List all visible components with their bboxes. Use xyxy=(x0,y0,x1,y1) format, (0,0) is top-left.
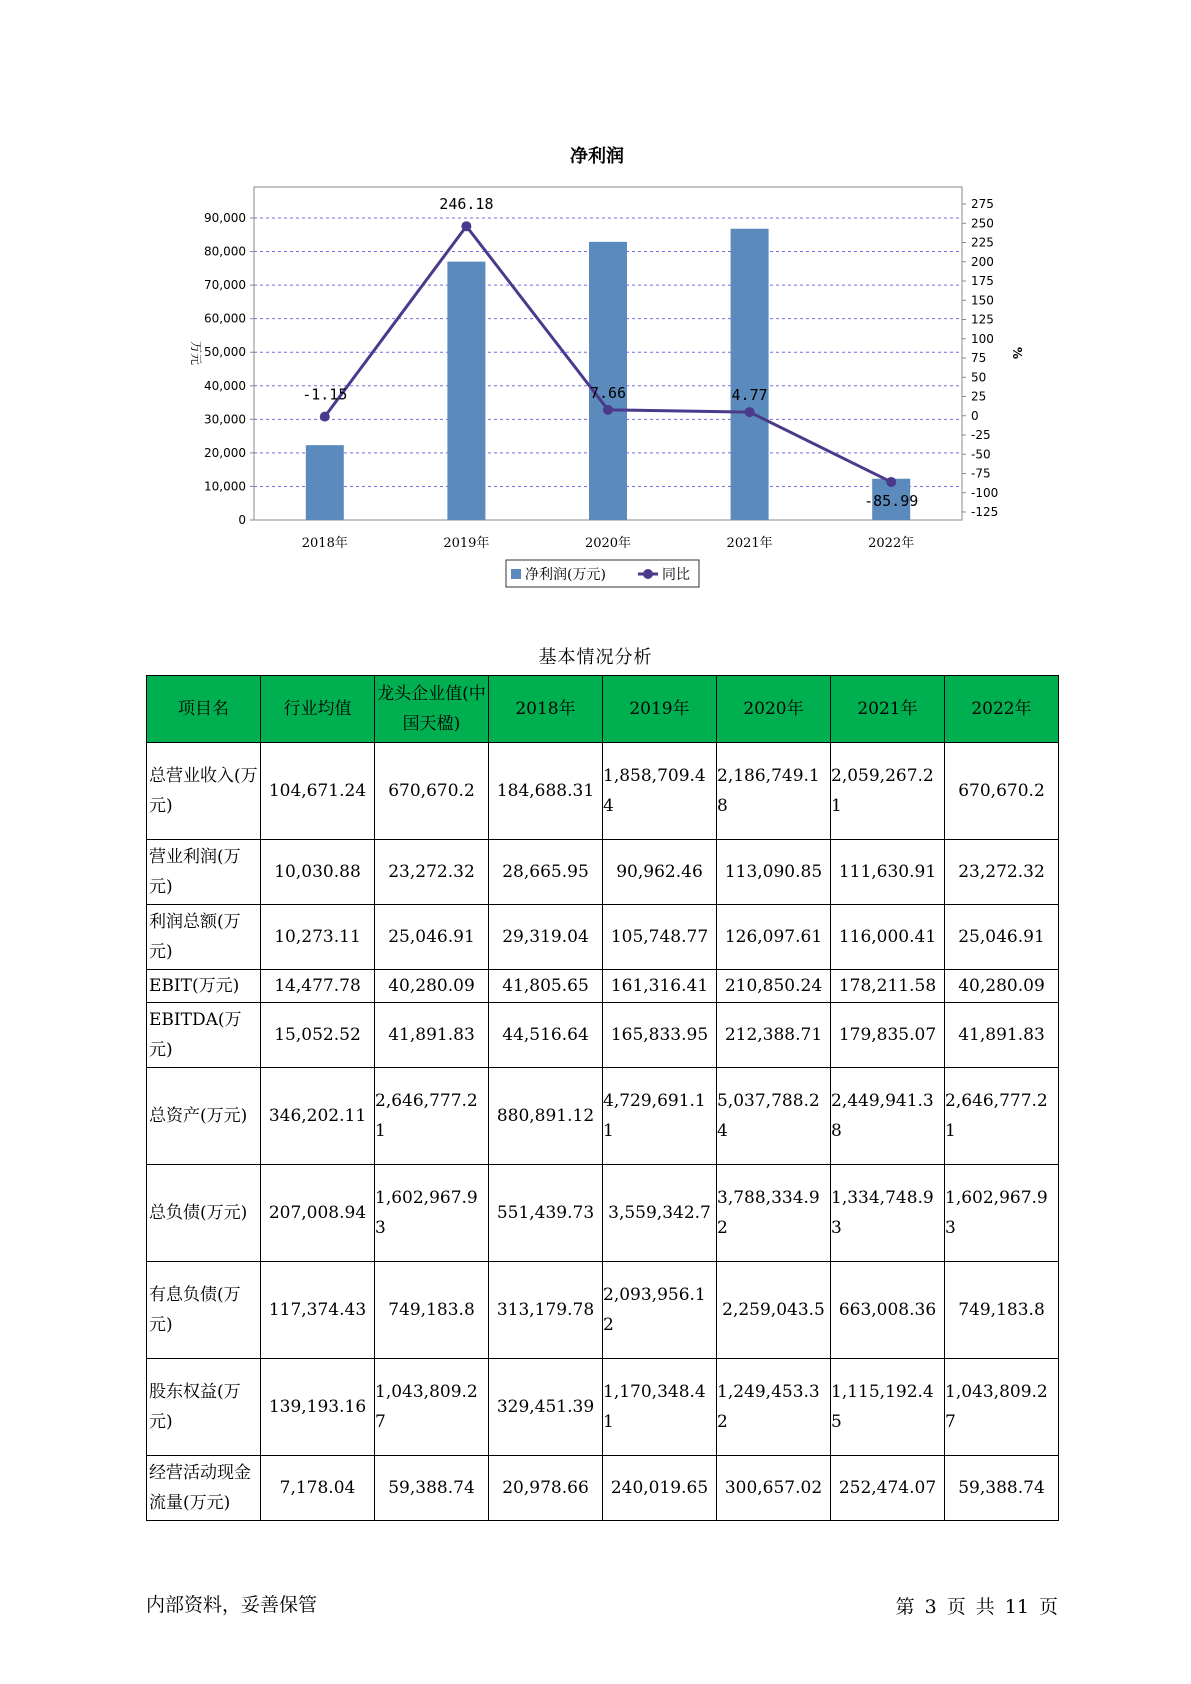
table-cell: 179,835.07 xyxy=(831,1003,945,1068)
table-row xyxy=(147,905,1059,970)
table-cell: 105,748.77 xyxy=(603,905,717,970)
yoy-data-label: 4.77 xyxy=(731,386,768,405)
table-cell: 2,449,941.38 xyxy=(831,1068,945,1165)
table-cell: 28,665.95 xyxy=(489,840,603,905)
table-cell: 5,037,788.24 xyxy=(717,1068,831,1165)
table-row xyxy=(147,1262,1059,1359)
table-cell: 59,388.74 xyxy=(945,1456,1059,1521)
table-cell: 1,334,748.93 xyxy=(831,1165,945,1262)
table-cell: 139,193.16 xyxy=(261,1359,375,1456)
table-cell: 41,891.83 xyxy=(375,1003,489,1068)
table-header-row xyxy=(147,676,1059,743)
row-label: 有息负债(万元) xyxy=(147,1262,261,1359)
table-cell: 165,833.95 xyxy=(603,1003,717,1068)
confidential-note: 内部资料，妥善保管 xyxy=(146,1594,318,1616)
y-tick-label-left: 80,000 xyxy=(204,244,246,259)
x-tick-label: 2021年 xyxy=(726,536,773,551)
table-cell: 44,516.64 xyxy=(489,1003,603,1068)
y-tick-label-left: 10,000 xyxy=(204,479,246,494)
table-cell: 23,272.32 xyxy=(375,840,489,905)
table-cell: 29,319.04 xyxy=(489,905,603,970)
table-cell: 3,788,334.92 xyxy=(717,1165,831,1262)
table-cell: 551,439.73 xyxy=(489,1165,603,1262)
table-caption: 基本情况分析 xyxy=(538,647,653,668)
y-tick-label-left: 70,000 xyxy=(204,278,246,293)
table-cell: 178,211.58 xyxy=(831,970,945,1003)
x-tick-label: 2018年 xyxy=(301,536,348,551)
table-cell: 210,850.24 xyxy=(717,970,831,1003)
y-tick-label-right: 125 xyxy=(971,312,994,327)
y-tick-label-right: 200 xyxy=(971,254,994,269)
y-tick-label-right: 250 xyxy=(971,216,994,231)
header-cell: 项目名 xyxy=(147,676,261,743)
table-cell: 880,891.12 xyxy=(489,1068,603,1165)
table-cell: 59,388.74 xyxy=(375,1456,489,1521)
table-cell: 1,043,809.27 xyxy=(945,1359,1059,1456)
yoy-point xyxy=(461,221,471,231)
y-tick-label-right: 275 xyxy=(971,197,994,211)
y-tick-label-left: 60,000 xyxy=(204,311,246,326)
table-row xyxy=(147,840,1059,905)
table-cell: 212,388.71 xyxy=(717,1003,831,1068)
table-cell: 161,316.41 xyxy=(603,970,717,1003)
y-tick-label-right: -50 xyxy=(971,447,991,462)
table-cell: 1,043,809.27 xyxy=(375,1359,489,1456)
yoy-point xyxy=(603,405,613,415)
table-cell: 90,962.46 xyxy=(603,840,717,905)
table-cell: 3,559,342.7 xyxy=(603,1165,717,1262)
table-cell: 2,646,777.21 xyxy=(375,1068,489,1165)
header-cell: 龙头企业值(中国天楹) xyxy=(375,676,489,743)
table-cell: 4,729,691.11 xyxy=(603,1068,717,1165)
table-cell: 2,259,043.5 xyxy=(717,1262,831,1359)
table-row xyxy=(147,743,1059,840)
table-cell: 41,805.65 xyxy=(489,970,603,1003)
row-label: 总营业收入(万元) xyxy=(147,743,261,840)
table-cell: 40,280.09 xyxy=(375,970,489,1003)
table-cell: 117,374.43 xyxy=(261,1262,375,1359)
table-cell: 1,602,967.93 xyxy=(375,1165,489,1262)
y-tick-label-left: 0 xyxy=(238,513,246,527)
yoy-point xyxy=(886,477,896,487)
header-cell: 2020年 xyxy=(717,676,831,743)
bar xyxy=(447,262,485,520)
table-row xyxy=(147,970,1059,1003)
chart-title: 净利润 xyxy=(570,146,624,167)
table-cell: 670,670.2 xyxy=(375,743,489,840)
table-cell: 1,858,709.44 xyxy=(603,743,717,840)
table-cell: 23,272.32 xyxy=(945,840,1059,905)
table-cell: 663,008.36 xyxy=(831,1262,945,1359)
table-row xyxy=(147,1165,1059,1262)
yoy-data-label: 246.18 xyxy=(439,195,494,214)
legend-swatch-bar xyxy=(511,569,521,579)
table-cell: 346,202.11 xyxy=(261,1068,375,1165)
table-cell: 2,059,267.21 xyxy=(831,743,945,840)
row-label: 利润总额(万元) xyxy=(147,905,261,970)
table-cell: 14,477.78 xyxy=(261,970,375,1003)
row-label: 营业利润(万元) xyxy=(147,840,261,905)
y-tick-label-left: 90,000 xyxy=(204,211,246,225)
table-cell: 15,052.52 xyxy=(261,1003,375,1068)
row-label: EBITDA(万元) xyxy=(147,1003,261,1068)
row-label: 总资产(万元) xyxy=(147,1068,261,1165)
y-tick-label-right: 100 xyxy=(971,331,994,346)
table-cell: 116,000.41 xyxy=(831,905,945,970)
table-cell: 252,474.07 xyxy=(831,1456,945,1521)
x-tick-label: 2022年 xyxy=(868,536,915,551)
row-label: 经营活动现金流量(万元) xyxy=(147,1456,261,1521)
table-cell: 300,657.02 xyxy=(717,1456,831,1521)
row-label: 股东权益(万元) xyxy=(147,1359,261,1456)
legend-label-line: 同比 xyxy=(662,567,690,583)
table-cell: 40,280.09 xyxy=(945,970,1059,1003)
legend-swatch-point xyxy=(643,569,653,579)
table-cell: 25,046.91 xyxy=(375,905,489,970)
header-cell: 2019年 xyxy=(603,676,717,743)
y-tick-label-left: 20,000 xyxy=(204,445,246,460)
x-tick-label: 2020年 xyxy=(584,536,632,551)
table-cell: 313,179.78 xyxy=(489,1262,603,1359)
header-cell: 2022年 xyxy=(945,676,1059,743)
table-cell: 1,602,967.93 xyxy=(945,1165,1059,1262)
y-tick-label-left: 50,000 xyxy=(204,345,246,360)
y-tick-label-right: 150 xyxy=(971,293,994,308)
x-tick-label: 2019年 xyxy=(443,536,490,551)
y-tick-label-right: -100 xyxy=(971,485,999,500)
y-tick-label-right: 50 xyxy=(971,370,987,385)
table-cell: 749,183.8 xyxy=(945,1262,1059,1359)
table-cell: 670,670.2 xyxy=(945,743,1059,840)
y-axis-title-left: 万元 xyxy=(189,340,203,366)
table-cell: 240,019.65 xyxy=(603,1456,717,1521)
table-cell: 104,671.24 xyxy=(261,743,375,840)
header-cell: 2018年 xyxy=(489,676,603,743)
y-tick-label-right: 75 xyxy=(971,351,987,365)
bar xyxy=(306,445,344,520)
table-row xyxy=(147,1003,1059,1068)
table-cell: 10,273.11 xyxy=(261,905,375,970)
table-cell: 1,115,192.45 xyxy=(831,1359,945,1456)
table-cell: 41,891.83 xyxy=(945,1003,1059,1068)
row-label: EBIT(万元) xyxy=(147,970,261,1003)
y-axis-title-right: % xyxy=(1010,346,1024,360)
page-number: 第 3 页 共 11 页 xyxy=(895,1596,1058,1618)
table-cell: 1,170,348.41 xyxy=(603,1359,717,1456)
table-cell: 329,451.39 xyxy=(489,1359,603,1456)
yoy-data-label: -1.15 xyxy=(302,385,348,404)
table-row xyxy=(147,1456,1059,1521)
table-row xyxy=(147,1068,1059,1165)
legend-label-bar: 净利润(万元) xyxy=(525,567,606,583)
y-tick-label-left: 40,000 xyxy=(204,378,246,393)
table-row xyxy=(147,1359,1059,1456)
y-tick-label-right: -25 xyxy=(971,428,991,442)
table-cell: 111,630.91 xyxy=(831,840,945,905)
header-cell: 2021年 xyxy=(831,676,945,743)
table-cell: 126,097.61 xyxy=(717,905,831,970)
y-tick-label-right: -125 xyxy=(971,505,999,519)
header-cell: 行业均值 xyxy=(261,676,375,743)
table-cell: 20,978.66 xyxy=(489,1456,603,1521)
yoy-data-label: 7.66 xyxy=(589,383,627,402)
table-cell: 207,008.94 xyxy=(261,1165,375,1262)
bar xyxy=(589,242,627,520)
y-tick-label-left: 30,000 xyxy=(204,412,246,427)
yoy-point xyxy=(320,412,330,422)
basic-analysis-table xyxy=(146,675,1059,1521)
y-tick-label-right: 225 xyxy=(971,235,994,250)
table-cell: 184,688.31 xyxy=(489,743,603,840)
table-cell: 1,249,453.32 xyxy=(717,1359,831,1456)
table-cell: 2,646,777.21 xyxy=(945,1068,1059,1165)
table-cell: 25,046.91 xyxy=(945,905,1059,970)
bar xyxy=(731,229,769,520)
y-tick-label-right: 0 xyxy=(971,408,979,423)
table-cell: 2,186,749.18 xyxy=(717,743,831,840)
table-cell: 749,183.8 xyxy=(375,1262,489,1359)
table-cell: 2,093,956.12 xyxy=(603,1262,717,1359)
y-tick-label-right: 25 xyxy=(971,389,987,404)
table-cell: 10,030.88 xyxy=(261,840,375,905)
row-label: 总负债(万元) xyxy=(147,1165,261,1262)
table-cell: 113,090.85 xyxy=(717,840,831,905)
y-tick-label-right: 175 xyxy=(971,274,994,288)
yoy-data-label: -85.99 xyxy=(864,491,919,510)
net-profit-chart xyxy=(0,0,1191,600)
table-cell: 7,178.04 xyxy=(261,1456,375,1521)
y-tick-label-right: -75 xyxy=(971,466,991,481)
yoy-point xyxy=(745,407,755,417)
